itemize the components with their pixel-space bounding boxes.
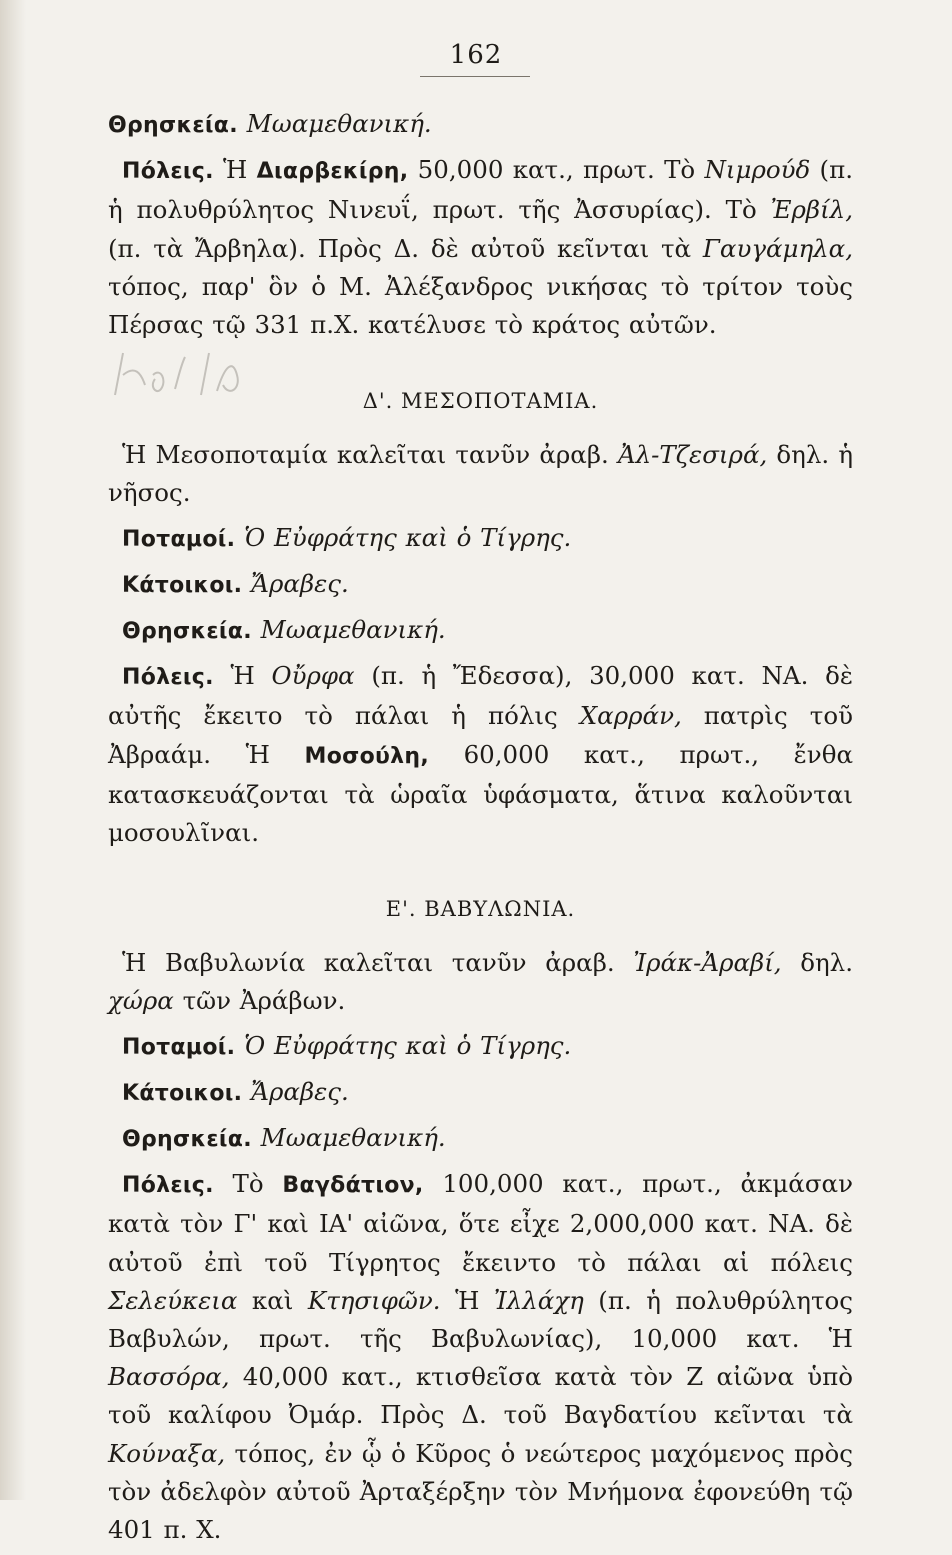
place-harran: Χαρράν,: [579, 701, 682, 731]
inhabitants-value: Ἄραβες.: [242, 1076, 349, 1106]
religion-paragraph-2: [108, 611, 853, 651]
text-run: Τὸ: [213, 1169, 283, 1199]
city-name-mosul: Μοσούλη,: [304, 743, 429, 769]
religion-paragraph-3: [108, 1119, 853, 1159]
city-name-baghdad: Βαγδάτιον,: [282, 1173, 424, 1199]
text-run: Ἡ: [213, 661, 272, 691]
text-run: (π. ἡ Ἔδεσσα), 30,000 κατ. ΝΑ. δὲ αὐτῆς ἔκειτο τὸ πάλαι ἡ πόλις: [108, 661, 853, 731]
inhabitants-label: Κάτοικοι.: [122, 1080, 243, 1106]
phrase-chora: χώρα: [108, 986, 174, 1016]
text-run: (π. τὰ Ἄρβηλα). Πρὸς Δ. δὲ αὐτοῦ κεῖνται τὰ: [108, 233, 703, 263]
inhabitants-paragraph-1: [108, 565, 853, 605]
religion-label: Θρησκεία.: [122, 619, 252, 645]
page-number: 162: [449, 40, 503, 70]
page-gutter-shadow: [0, 0, 26, 1500]
text-run: τῶν Ἀράβων.: [173, 986, 346, 1016]
place-erbil: Ἐρβίλ,: [770, 195, 853, 225]
place-nimrud: Νιμρούδ: [704, 155, 811, 185]
text-run: 40,000 κατ., κτισθεῖσα κατὰ τὸν Ζ αἰῶνα ὑπὸ τοῦ καλίφου Ὀμάρ. Πρὸς Δ. τοῦ Βαγδατίου κεῖνται τὰ: [108, 1362, 853, 1430]
text-run: (π. ἡ πολυθρύλητος Νινευΐ, πρωτ. τῆς Ἀσσυρίας). Τὸ: [108, 155, 853, 225]
rivers-label: Ποταμοί.: [122, 526, 236, 552]
place-urfa: Οὔρφα: [271, 661, 355, 691]
cities-label: Πόλεις.: [122, 1173, 214, 1199]
rivers-value: Ὁ Εὐφράτης καὶ ὁ Τίγρης.: [235, 522, 572, 552]
religion-label: Θρησκεία.: [108, 113, 238, 138]
text-run: καὶ: [237, 1285, 308, 1315]
section-heading-mesopotamia: Δ'. ΜΕΣΟΠΟΤΑΜΙΑ.: [362, 389, 599, 414]
main-text: [108, 105, 853, 1555]
text-run: δηλ.: [781, 948, 853, 978]
place-seleucia: Σελεύκεια: [108, 1285, 238, 1315]
page-number-rule: [420, 76, 530, 77]
cities-label: Πόλεις.: [122, 665, 214, 691]
inhabitants-label: Κάτοικοι.: [122, 572, 243, 598]
text-run: δηλ. ἡ νῆσος.: [108, 440, 853, 508]
text-run: Ἡ Μεσοποταμία καλεῖται τανῦν ἀραβ.: [122, 440, 618, 470]
rivers-paragraph-2: [108, 1027, 853, 1067]
inhabitants-value: Ἄραβες.: [242, 568, 349, 598]
religion-value: Μωαμεθανική.: [237, 109, 432, 138]
cities-paragraph-1: [108, 151, 853, 344]
religion-value: Μωαμεθανική.: [251, 615, 446, 645]
cities-label: Πόλεις.: [122, 159, 214, 185]
section-heading-babylonia: Ε'. ΒΑΒΥΛΩΝΙΑ.: [385, 897, 576, 922]
text-run: 100,000 κατ., πρωτ., ἀκμάσαν κατὰ τὸν Γ' καὶ ΙΑ' αἰῶνα, ὅτε εἶχε 2,000,000 κατ. ΝΑ. δὲ αὐτοῦ ἐπὶ τοῦ Τίγρητος ἔκειντο τὸ πάλαι αἱ πόλεις: [108, 1169, 853, 1277]
rivers-paragraph-1: [108, 519, 853, 559]
cities-paragraph-3: [108, 1165, 853, 1549]
religion-label: Θρησκεία.: [122, 1127, 252, 1153]
city-name-diarbekir: Διαρβεκίρη,: [256, 159, 409, 185]
text-run: 50,000 κατ., πρωτ. Τὸ: [408, 155, 705, 185]
text-run: τόπος, παρ' ὃν ὁ Μ. Ἀλέξανδρος νικήσας τὸ τρίτον τοὺς Πέρσας τῷ 331 π.Χ. κατέλυσε τὸ κράτος αὐτῶν.: [108, 271, 853, 340]
rivers-label: Ποταμοί.: [122, 1034, 236, 1060]
place-gaugamela: Γαυγάμηλα,: [702, 233, 853, 263]
place-hillah: Ἰλλάχη: [493, 1285, 584, 1315]
rivers-value: Ὁ Εὐφράτης καὶ ὁ Τίγρης.: [235, 1030, 572, 1060]
text-run: τόπος, ἐν ᾧ ὁ Κῦρος ὁ νεώτερος μαχόμενος πρὸς τὸν ἀδελφὸν αὐτοῦ Ἀρταξέρξην τὸν Μνήμονα ἐφονεύθη τῷ 401 π. Χ.: [108, 1438, 853, 1545]
religion-value: Μωαμεθανική.: [251, 1123, 446, 1153]
text-run: Ἡ: [440, 1285, 494, 1315]
place-al-jazira: Ἀλ-Τζεσιρά,: [617, 440, 768, 470]
text-run: Ἡ Βαβυλωνία καλεῖται τανῦν ἀραβ.: [122, 948, 634, 978]
mesopotamia-intro: [108, 436, 853, 512]
cities-paragraph-2: [108, 657, 853, 852]
place-basra: Βασσόρα,: [108, 1362, 230, 1392]
text-run: (π. ἡ πολυθρύλητος Βαβυλών, πρωτ. τῆς Βαβυλωνίας), 10,000 κατ. Ἡ: [108, 1285, 853, 1354]
religion-paragraph-1: [108, 105, 853, 145]
place-ctesiphon: Κτησιφῶν.: [307, 1285, 441, 1315]
text-run: 60,000 κατ., πρωτ., ἔνθα κατασκευάζονται τὰ ὡραῖα ὑφάσματα, ἅτινα καλοῦνται μοσουλῖναι.: [108, 739, 853, 848]
place-cunaxa: Κούναξα,: [108, 1438, 226, 1468]
text-run: Ἡ: [213, 155, 257, 185]
text-run: πατρὶς τοῦ Ἀβραάμ. Ἡ: [108, 701, 853, 769]
place-irak-arabi: Ἰράκ-Ἀραβί,: [633, 948, 782, 978]
babylonia-intro: [108, 944, 853, 1020]
inhabitants-paragraph-2: [108, 1073, 853, 1113]
